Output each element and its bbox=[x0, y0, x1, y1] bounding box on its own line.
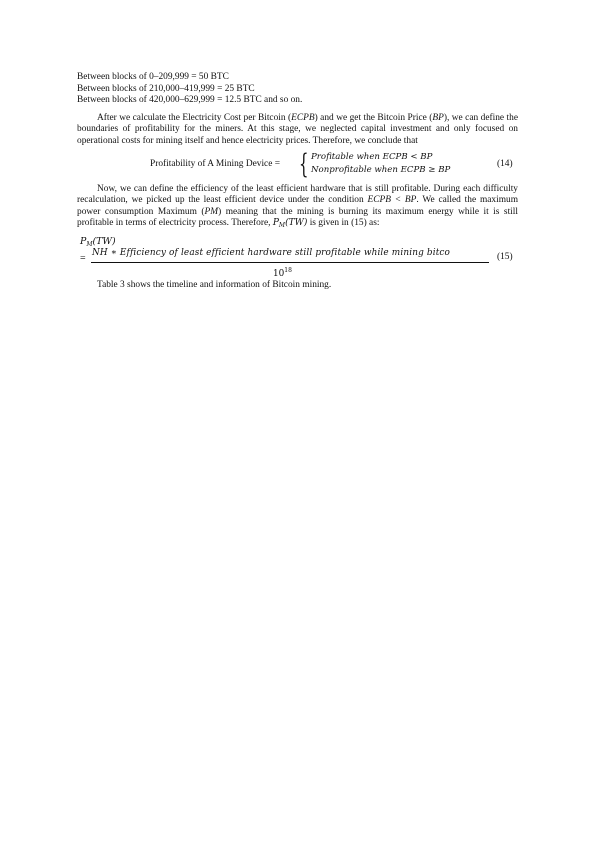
block-reward-line: Between blocks of 0–209,999 = 50 BTC bbox=[77, 72, 229, 82]
equation-14-brace: { bbox=[299, 148, 309, 180]
equation-15-lhs-sub: M bbox=[86, 240, 93, 248]
bp-term: BP bbox=[432, 112, 444, 123]
equation-14-case-nonprofitable: Nonprofitable when ECPB ≥ BP bbox=[311, 164, 451, 175]
equation-15-lhs-base: P bbox=[80, 235, 87, 247]
fraction-bar bbox=[91, 262, 489, 263]
paragraph-efficiency bbox=[77, 184, 518, 232]
pm-symbol-base: P bbox=[272, 218, 279, 229]
denominator-exponent: 18 bbox=[284, 266, 292, 274]
equation-15-numerator: NH ∗ Efficiency of least efficient hardware still profitable while mining bitco bbox=[92, 247, 451, 258]
equation-14-case-profitable: Profitable when ECPB < BP bbox=[311, 151, 433, 162]
block-reward-line: Between blocks of 210,000–419,999 = 25 BTC bbox=[77, 83, 255, 94]
text-run: is given in (15) as: bbox=[307, 218, 380, 229]
equation-14 bbox=[77, 150, 518, 180]
equation-15-equals: = bbox=[80, 252, 86, 264]
paragraph-profitability bbox=[77, 113, 518, 148]
pm-symbol-tw: (TW) bbox=[285, 218, 308, 229]
equation-14-number: (14) bbox=[497, 158, 513, 169]
condition-term: ECPB < BP bbox=[367, 195, 417, 206]
text-run: ) meaning that the mining is burning its maximum energy while it is still profitable in terms of electricity process. Therefore, bbox=[77, 206, 518, 229]
paragraph-table-ref: Table 3 shows the timeline and information of Bitcoin mining. bbox=[97, 279, 332, 290]
text-run: ) and we get the Bitcoin Price ( bbox=[314, 112, 433, 123]
pm-term: PM bbox=[204, 206, 219, 217]
text-run: Now, we can define the efficiency of the least efficient hardware that is still profitable. During each difficulty recalculation, we picked up the least efficient device under the condition bbox=[77, 183, 518, 206]
equation-15-denominator bbox=[273, 265, 292, 281]
ecpb-term: ECPB bbox=[291, 112, 315, 123]
page-content bbox=[77, 72, 518, 292]
equation-15-lhs-tw: (TW) bbox=[92, 235, 116, 247]
equation-15 bbox=[77, 236, 518, 280]
pm-symbol-sub: M bbox=[278, 222, 286, 230]
text-run: ), we can define the boundaries of profitability for the miners. At this stage, we neglected capital investment and only focused on operational costs for mining itself and hence electricity prices. Therefore, we conclude that bbox=[77, 112, 518, 146]
denominator-base: 10 bbox=[273, 268, 285, 279]
text-run: . We called the maximum power consumption Maximum ( bbox=[77, 195, 518, 217]
block-reward-list bbox=[77, 72, 518, 107]
equation-15-number: (15) bbox=[497, 251, 513, 262]
equation-14-lhs: Profitability of A Mining Device = bbox=[150, 158, 281, 169]
text-run: After we calculate the Electricity Cost per Bitcoin ( bbox=[97, 112, 292, 123]
block-reward-line: Between blocks of 420,000–629,999 = 12.5 BTC and so on. bbox=[77, 95, 303, 106]
pm-symbol bbox=[273, 218, 308, 228]
